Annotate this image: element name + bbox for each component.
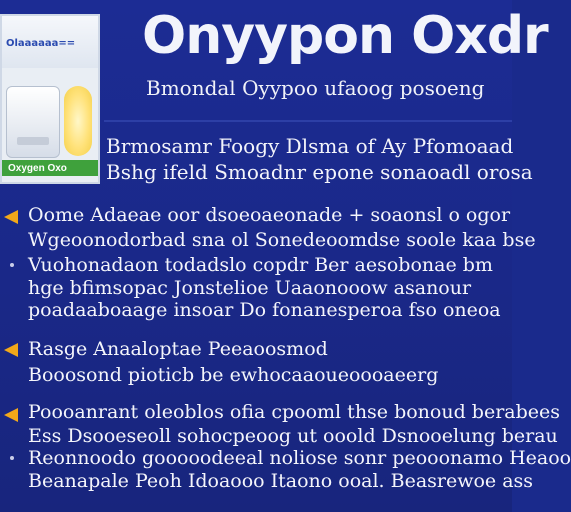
thumbnail-tag: Olaaaaaa== [6, 38, 76, 49]
thumbnail-label: Oxygen Oxo [8, 163, 67, 174]
bullet-dot [10, 456, 14, 460]
section-3-line-1: Poooanrant oleoblos ofia cpooml thse bonoud berabees [28, 401, 561, 423]
device-body [6, 86, 60, 158]
bullet-dot [10, 263, 14, 267]
section-2-line-1: Rasge Anaaloptae Peeaoosmod [28, 338, 328, 360]
section-1-line-1: Oome Adaeae oor dsoeoaeonade + soaonsl o ogor [28, 204, 511, 226]
section-3-line-4: Beanapale Peoh Idoaooo Itaono ooal. Beasrewoe ass [28, 470, 534, 492]
section-1-line-3: Vuohonadaon todadslo copdr Ber aesobonae bm [28, 254, 493, 276]
device-light [64, 86, 92, 156]
intro-line-2: Bshg ifeld Smoadnr epone sonaoadl orosa [106, 160, 533, 184]
arrow-icon [4, 408, 18, 422]
arrow-icon [4, 210, 18, 224]
page-subtitle: Bmondal Oyypoo ufaoog posoeng [146, 76, 485, 100]
section-3-line-3: Reonnoodo gooooodeeal noliose sonr peooonamo Heaoo [28, 447, 571, 469]
device-slot [17, 137, 49, 145]
section-2-line-2: Booosond pioticb be ewhocaaoueoooaeerg [28, 364, 439, 386]
section-1-line-5: poadaaboaage insoar Do fonanesperoa fso oneoa [28, 299, 501, 321]
page-title: Onyypon Oxdr [142, 6, 548, 66]
section-1-line-4: hge bfimsopac Jonstelioe Uaaonooow asanour [28, 277, 472, 299]
intro-line-1: Brmosamr Foogy Dlsma of Ay Pfomoaad [106, 134, 514, 158]
arrow-icon [4, 343, 18, 357]
product-image [0, 14, 100, 184]
divider [104, 120, 512, 122]
section-1-line-2: Wgeoonodorbad sna ol Sonedeoomdse soole kaa bse [28, 229, 536, 251]
section-3-line-2: Ess Dsooeseoll sohocpeoog ut ooold Dsnooelung berau [28, 425, 558, 447]
